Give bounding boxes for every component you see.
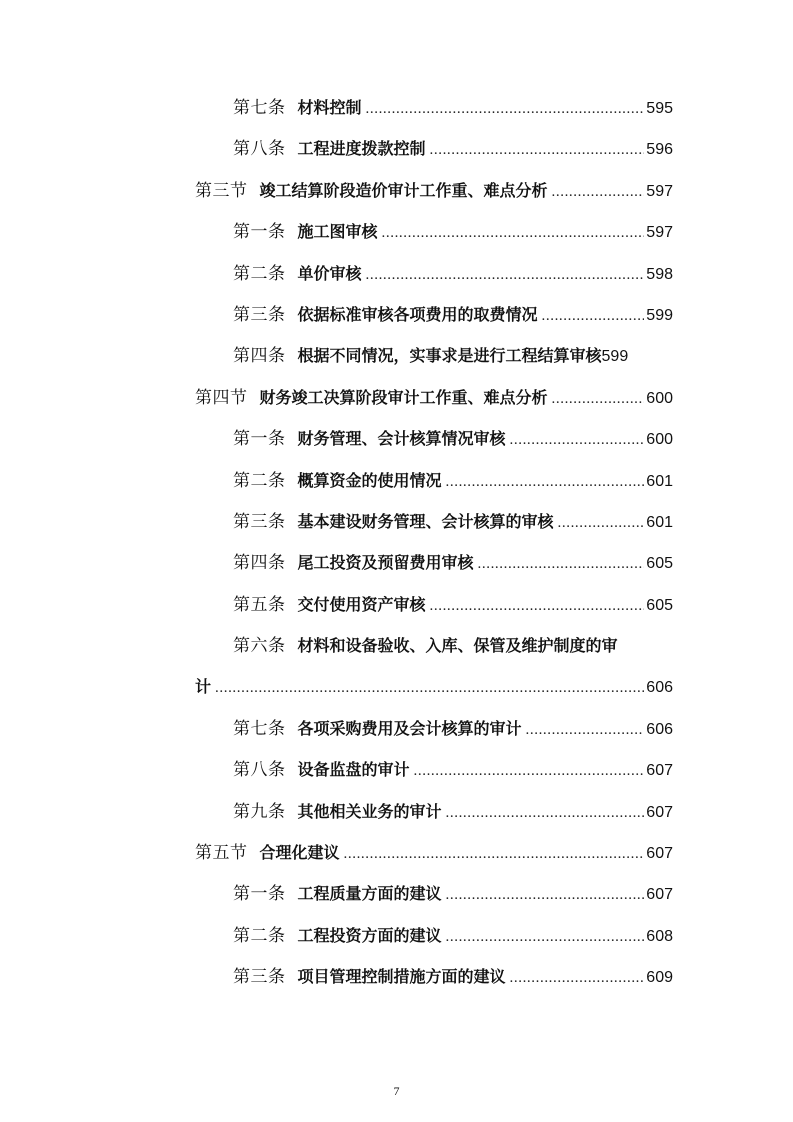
toc-entry-title: 合理化建议: [259, 843, 340, 863]
toc-entry[interactable]: [0, 419, 793, 460]
toc-entry-title: 材料控制: [297, 98, 362, 117]
toc-entry-page: 607: [646, 803, 673, 821]
toc-entry-title: 尾工投资及预留费用审核: [297, 553, 474, 573]
leader-dots: [478, 554, 645, 574]
toc-entry-title: 工程质量方面的建议: [297, 884, 442, 904]
toc-entry[interactable]: [0, 502, 793, 543]
leader-dots: [430, 140, 645, 160]
toc-entry-number: 第八条: [233, 139, 286, 160]
toc-entry-title: 财务管理、会计核算情况审核: [297, 429, 506, 449]
toc-entry-page: 606: [646, 679, 673, 697]
toc-entry[interactable]: [0, 88, 793, 129]
toc-entry-number: 第三条: [233, 967, 286, 988]
leader-dots: [558, 513, 645, 533]
leader-dots: [446, 885, 645, 905]
toc-entry[interactable]: [0, 254, 793, 295]
toc-entry-title: 材料和设备验收、入库、保管及维护制度的审: [297, 636, 618, 656]
toc-entry-page: 609: [646, 969, 673, 987]
leader-dots: [366, 99, 645, 119]
toc-entry-title: 各项采购费用及会计核算的审计: [297, 718, 522, 738]
toc-entry[interactable]: [0, 336, 793, 377]
toc-entry-number: 第三条: [233, 304, 286, 325]
toc-entry[interactable]: [0, 585, 793, 626]
toc-entry-page: 607: [646, 845, 673, 863]
toc-entry-number: 第二条: [233, 470, 286, 491]
toc-entry-title: 设备监盘的审计: [297, 760, 410, 780]
toc-entry-number: 第五节: [195, 843, 248, 864]
toc-entry-number: 第九条: [233, 801, 286, 822]
toc-section-entry[interactable]: [0, 378, 793, 419]
leader-dots: [446, 803, 645, 823]
leader-dots: [542, 306, 645, 326]
toc-entry[interactable]: [0, 750, 793, 791]
toc-entry-title: 其他相关业务的审计: [297, 801, 442, 821]
toc-entry-page: 597: [646, 182, 673, 200]
table-of-contents: [0, 88, 793, 999]
toc-entry-page: 606: [646, 720, 673, 738]
leader-dots: [526, 720, 645, 740]
toc-entry-page: 599: [646, 306, 673, 324]
toc-entry-title: 概算资金的使用情况: [297, 470, 442, 490]
toc-entry-number: 第一条: [233, 429, 286, 450]
toc-entry-page: 600: [646, 389, 673, 407]
toc-section-entry[interactable]: [0, 171, 793, 212]
leader-dots: [382, 223, 645, 243]
toc-entry[interactable]: [0, 212, 793, 253]
toc-entry-page: 605: [646, 555, 673, 573]
toc-entry-title: 依据标准审核各项费用的取费情况: [297, 304, 538, 324]
leader-dots: [510, 968, 645, 988]
leader-dots: [446, 472, 645, 492]
toc-entry-number: 第三条: [233, 511, 286, 532]
toc-entry[interactable]: [0, 543, 793, 584]
leader-dots: [552, 182, 645, 202]
toc-entry-title: 计: [195, 677, 212, 697]
toc-entry-page: 605: [646, 596, 673, 614]
toc-entry-number: 第五条: [233, 594, 286, 615]
toc-entry[interactable]: [0, 916, 793, 957]
leader-dots: [552, 389, 645, 409]
toc-entry-page: 597: [646, 224, 673, 242]
toc-entry[interactable]: [0, 626, 793, 667]
toc-entry-page: 595: [646, 100, 673, 117]
toc-entry-number: 第二条: [233, 925, 286, 946]
leader-dots: [344, 844, 645, 864]
toc-entry-title: 基本建设财务管理、会计核算的审核: [297, 511, 554, 531]
toc-entry-number: 第七条: [233, 98, 286, 118]
leader-dots: [510, 430, 645, 450]
leader-dots: [215, 678, 644, 698]
toc-entry-title: 单价审核: [297, 263, 362, 283]
toc-entry-number: 第四节: [195, 387, 248, 408]
toc-entry-continuation[interactable]: [0, 667, 793, 708]
toc-entry-page: 600: [646, 431, 673, 449]
toc-entry-title: 财务竣工决算阶段审计工作重、难点分析: [259, 387, 548, 407]
toc-entry-number: 第七条: [233, 718, 286, 739]
toc-entry[interactable]: [0, 957, 793, 998]
toc-entry-number: 第四条: [233, 346, 286, 367]
toc-entry-page: 601: [646, 513, 673, 531]
toc-section-entry[interactable]: [0, 833, 793, 874]
toc-entry-number: 第八条: [233, 760, 286, 781]
toc-entry[interactable]: [0, 709, 793, 750]
toc-entry-page: 599: [601, 348, 629, 366]
toc-entry-title: 竣工结算阶段造价审计工作重、难点分析: [259, 180, 548, 200]
toc-entry-page: 601: [646, 472, 673, 490]
toc-entry-title: 根据不同情况，实事求是进行工程结算审核: [297, 346, 602, 366]
toc-entry-number: 第二条: [233, 263, 286, 284]
toc-entry-number: 第六条: [233, 636, 286, 657]
leader-dots: [430, 596, 645, 616]
toc-entry[interactable]: [0, 792, 793, 833]
toc-entry-number: 第一条: [233, 222, 286, 243]
toc-entry[interactable]: [0, 461, 793, 502]
toc-entry-page: 607: [646, 886, 673, 904]
toc-entry-number: 第四条: [233, 553, 286, 574]
leader-dots: [446, 927, 645, 947]
leader-dots: [366, 265, 645, 285]
toc-entry-number: 第三节: [195, 180, 248, 201]
toc-entry-title: 工程投资方面的建议: [297, 925, 442, 945]
toc-entry-number: 第一条: [233, 884, 286, 905]
toc-entry[interactable]: [0, 129, 793, 170]
leader-dots: [414, 761, 645, 781]
toc-entry[interactable]: [0, 295, 793, 336]
toc-entry-page: 608: [646, 927, 673, 945]
toc-entry-page: 607: [646, 762, 673, 780]
toc-entry-page: 596: [646, 141, 673, 159]
toc-entry[interactable]: [0, 874, 793, 915]
toc-entry-title: 施工图审核: [297, 222, 378, 242]
toc-entry-title: 项目管理控制措施方面的建议: [297, 967, 506, 987]
toc-entry-page: 598: [646, 265, 673, 283]
toc-entry-title: 工程进度拨款控制: [297, 139, 426, 159]
toc-entry-title: 交付使用资产审核: [297, 594, 426, 614]
page-number: 7: [393, 1084, 400, 1098]
